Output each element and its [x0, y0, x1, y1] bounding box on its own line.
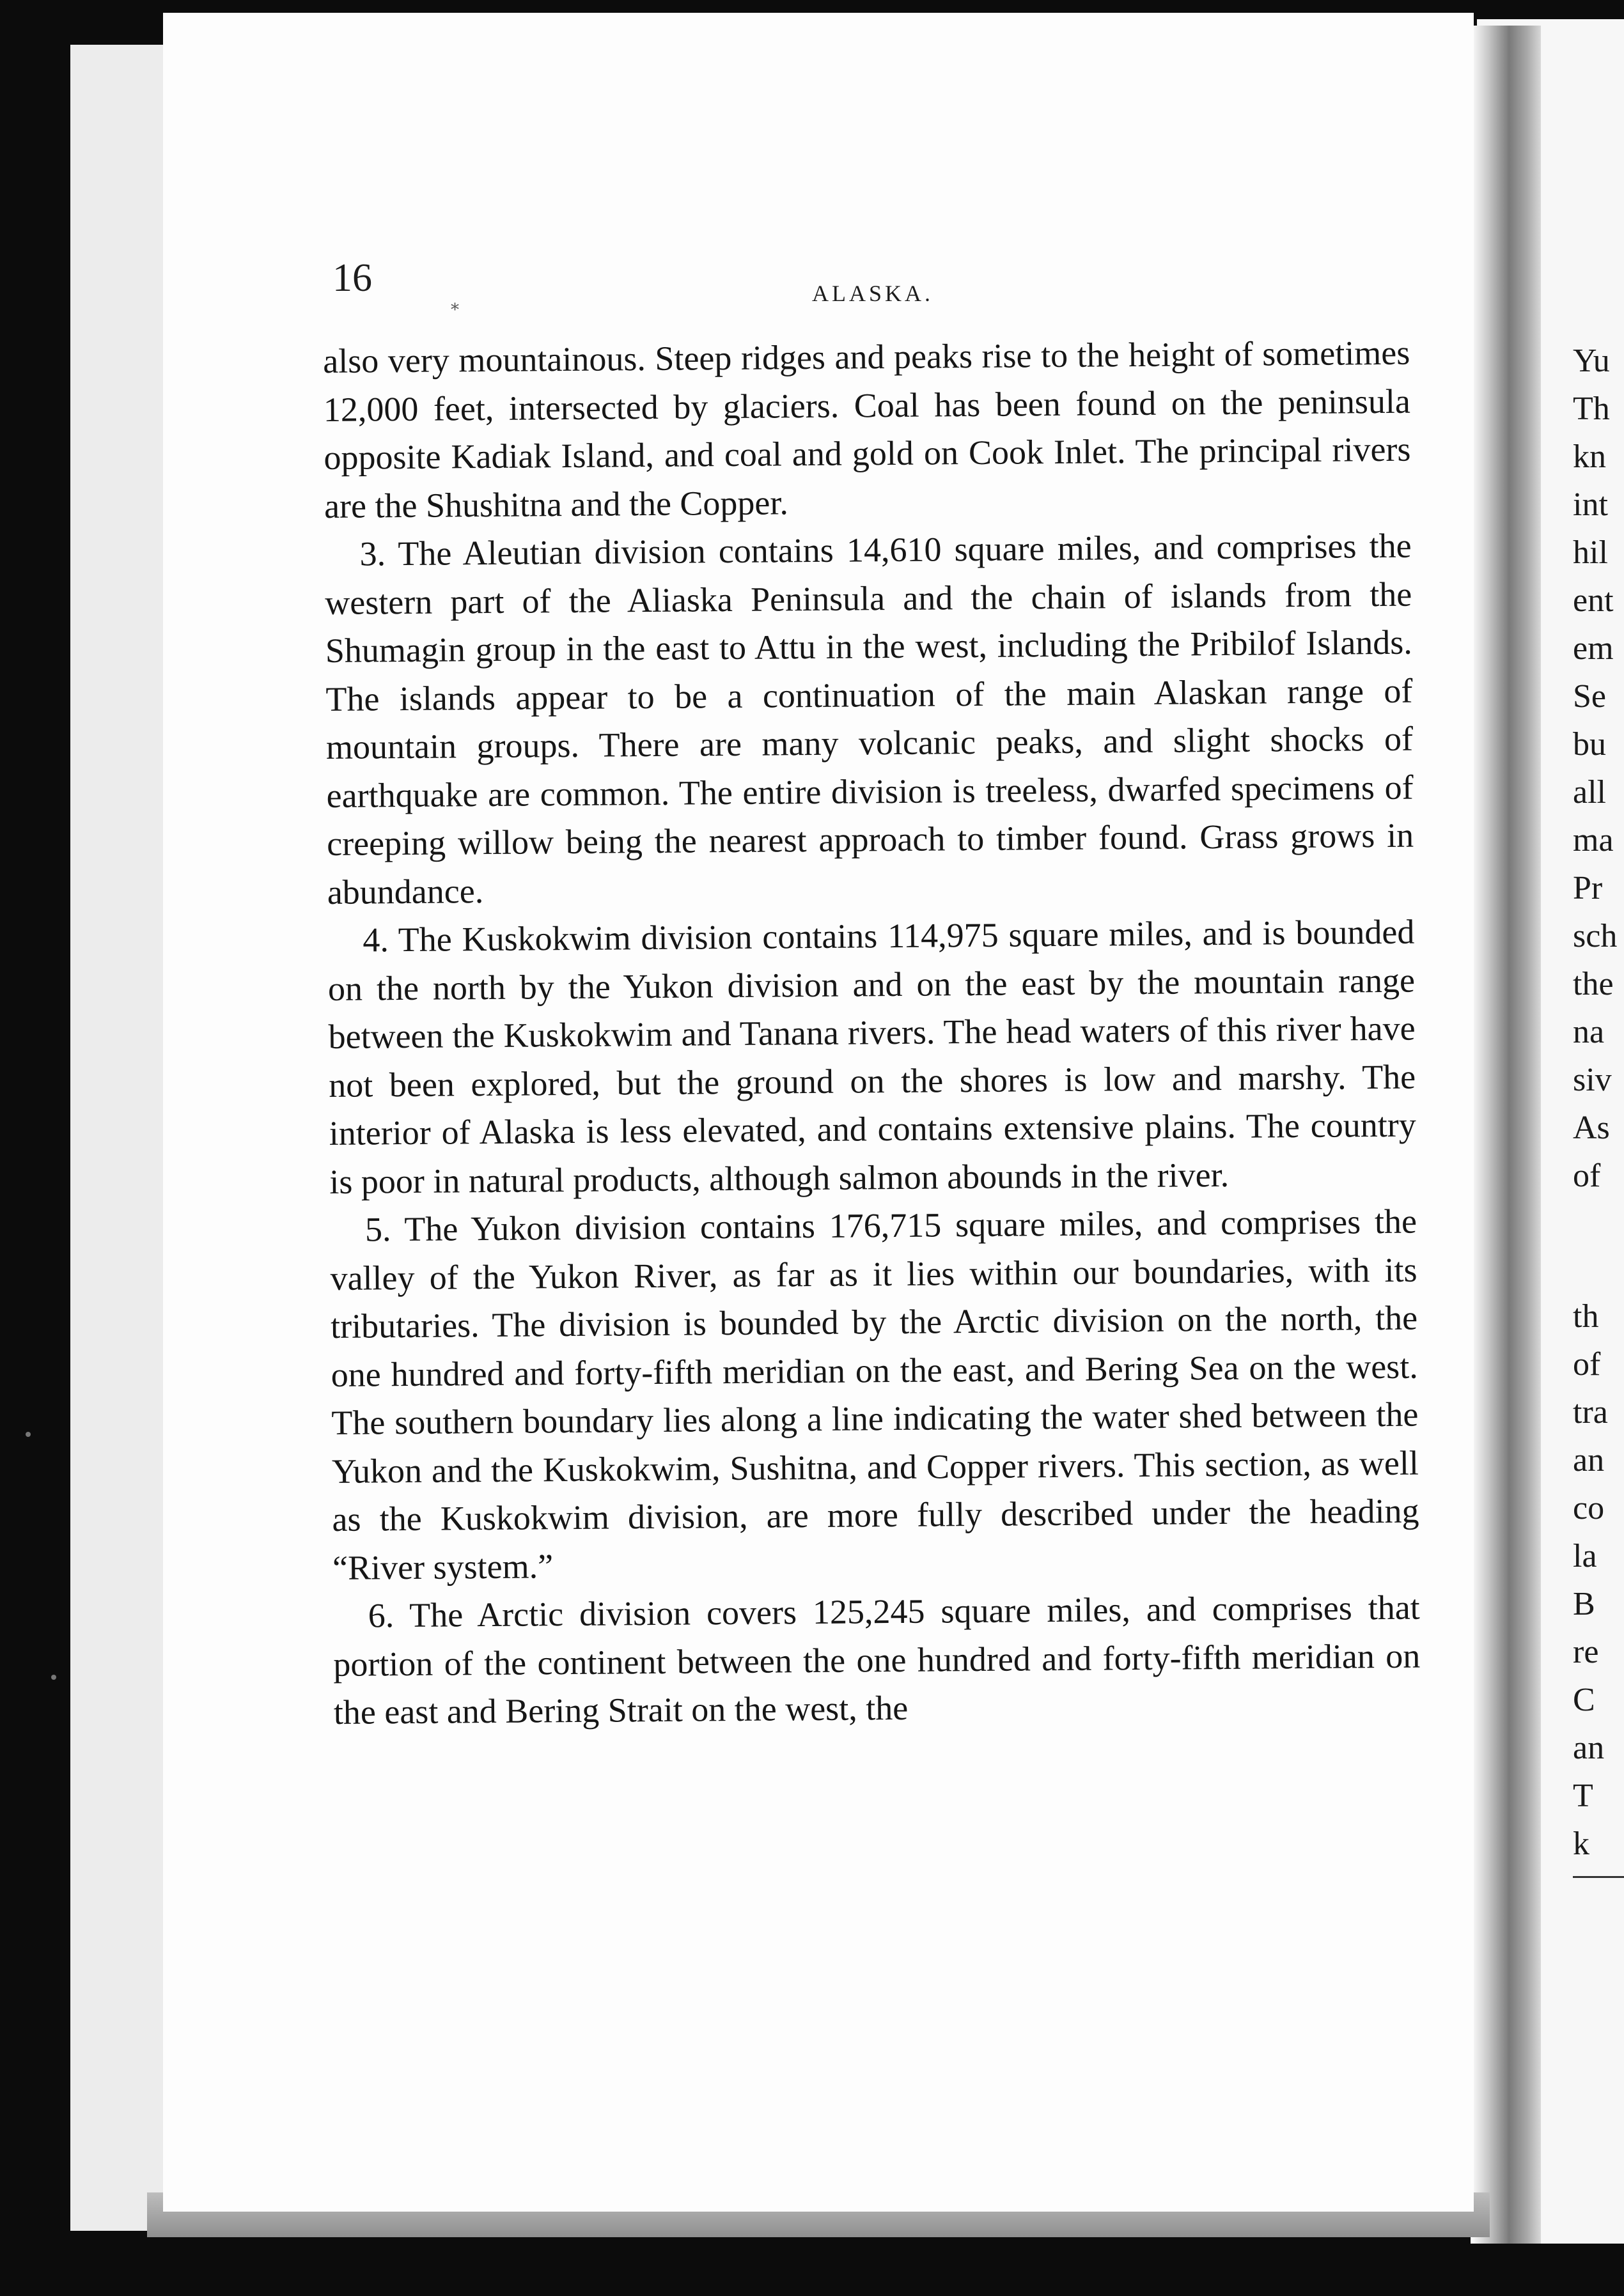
facing-line: Yu [1573, 343, 1610, 379]
facing-line: int [1573, 486, 1608, 523]
scan-dust-mark [26, 1432, 31, 1437]
facing-line: Pr [1573, 870, 1603, 906]
facing-line: ent [1573, 582, 1614, 619]
facing-line: T [1573, 1778, 1593, 1814]
facing-line: the [1573, 966, 1614, 1002]
facing-line: na [1573, 1014, 1605, 1050]
facing-line: an [1573, 1442, 1605, 1478]
facing-line: As [1573, 1110, 1610, 1146]
running-title: ALASKA. [812, 281, 934, 306]
paragraph-yukon-division: 5. The Yukon division contains 176,715 square miles, and comprises the valley of the Yukon River, as far as it lies within our boundaries, with its tributaries. The division is bounded by the Arctic division on the north, the one hundred and forty-fifth meridian on the east, and Bering Sea on the west. The southern boundary lies along a line indicating the water shed between the Yukon and the Kuskokwim, Sushitna, and Copper rivers. This section, as well as the Kuskokwim division, are more fully described under the heading “River system.” [330, 1202, 1419, 1587]
facing-page-rule [1573, 1876, 1624, 1878]
facing-line: ma [1573, 822, 1614, 858]
facing-line: bu [1573, 726, 1606, 763]
facing-line: kn [1573, 438, 1606, 475]
facing-line: la [1573, 1538, 1597, 1574]
facing-line: an [1573, 1730, 1605, 1766]
scan-dust-mark [51, 1675, 56, 1680]
facing-line: th [1573, 1298, 1599, 1335]
paragraph-continued: also very mountainous. Steep ridges and peaks rise to the height of sometimes 12,000 feet, intersected by glaciers. Coal has been found on the peninsula opposite Kadiak Island, and coal and gold on Cook Inlet. The principal rivers are the Shushitna and the Copper. [323, 333, 1411, 525]
facing-line: sch [1573, 918, 1618, 954]
facing-line: Se [1573, 678, 1606, 715]
paragraph-aleutian-division: 3. The Aleutian division contains 14,610 square miles, and comprises the western part of the Aliaska Peninsula and the chain of islands from the Shumagin group in the east to Attu in the west, including the Pribilof Islands. The islands appear to be a continuation of the main Alaskan range of mountain groups. There are many volcanic peaks, and slight shocks of earthquake are common. The entire division is treeless, dwarfed specimens of creeping willow being the nearest approach to timber found. Grass grows in abundance. [325, 526, 1414, 911]
body-text [323, 329, 1421, 1737]
paragraph-kuskokwim-division: 4. The Kuskokwim division contains 114,975 square miles, and is bounded on the north by the Yukon division and on the east by the mountain range between the Kuskokwim and Tanana rivers. The head waters of this river have not been explored, but the ground on the shores is low and marshy. The interior of Alaska is less elevated, and contains extensive plains. The country is poor in natural products, although salmon abounds in the river. [327, 912, 1416, 1201]
paragraph-arctic-division: 6. The Arctic division covers 125,245 square miles, and comprises that portion of the continent between the one hundred and forty-fifth meridian on the east and Bering Strait on the west, the [333, 1588, 1421, 1732]
facing-line: C [1573, 1682, 1595, 1718]
facing-line: siv [1573, 1062, 1612, 1098]
facing-line: of [1573, 1346, 1601, 1383]
facing-line: of [1573, 1158, 1601, 1194]
book-gutter [1471, 26, 1541, 2244]
ink-speck: ⁎ [451, 295, 459, 314]
facing-line: re [1573, 1634, 1599, 1670]
page-number: 16 [332, 256, 372, 300]
facing-line: Th [1573, 391, 1610, 427]
facing-line: co [1573, 1490, 1605, 1526]
facing-line: B [1573, 1586, 1595, 1622]
facing-line: hil [1573, 534, 1608, 571]
facing-line: tra [1573, 1394, 1608, 1431]
facing-line: k [1573, 1826, 1589, 1862]
facing-line: all [1573, 774, 1606, 811]
facing-line: em [1573, 630, 1614, 667]
